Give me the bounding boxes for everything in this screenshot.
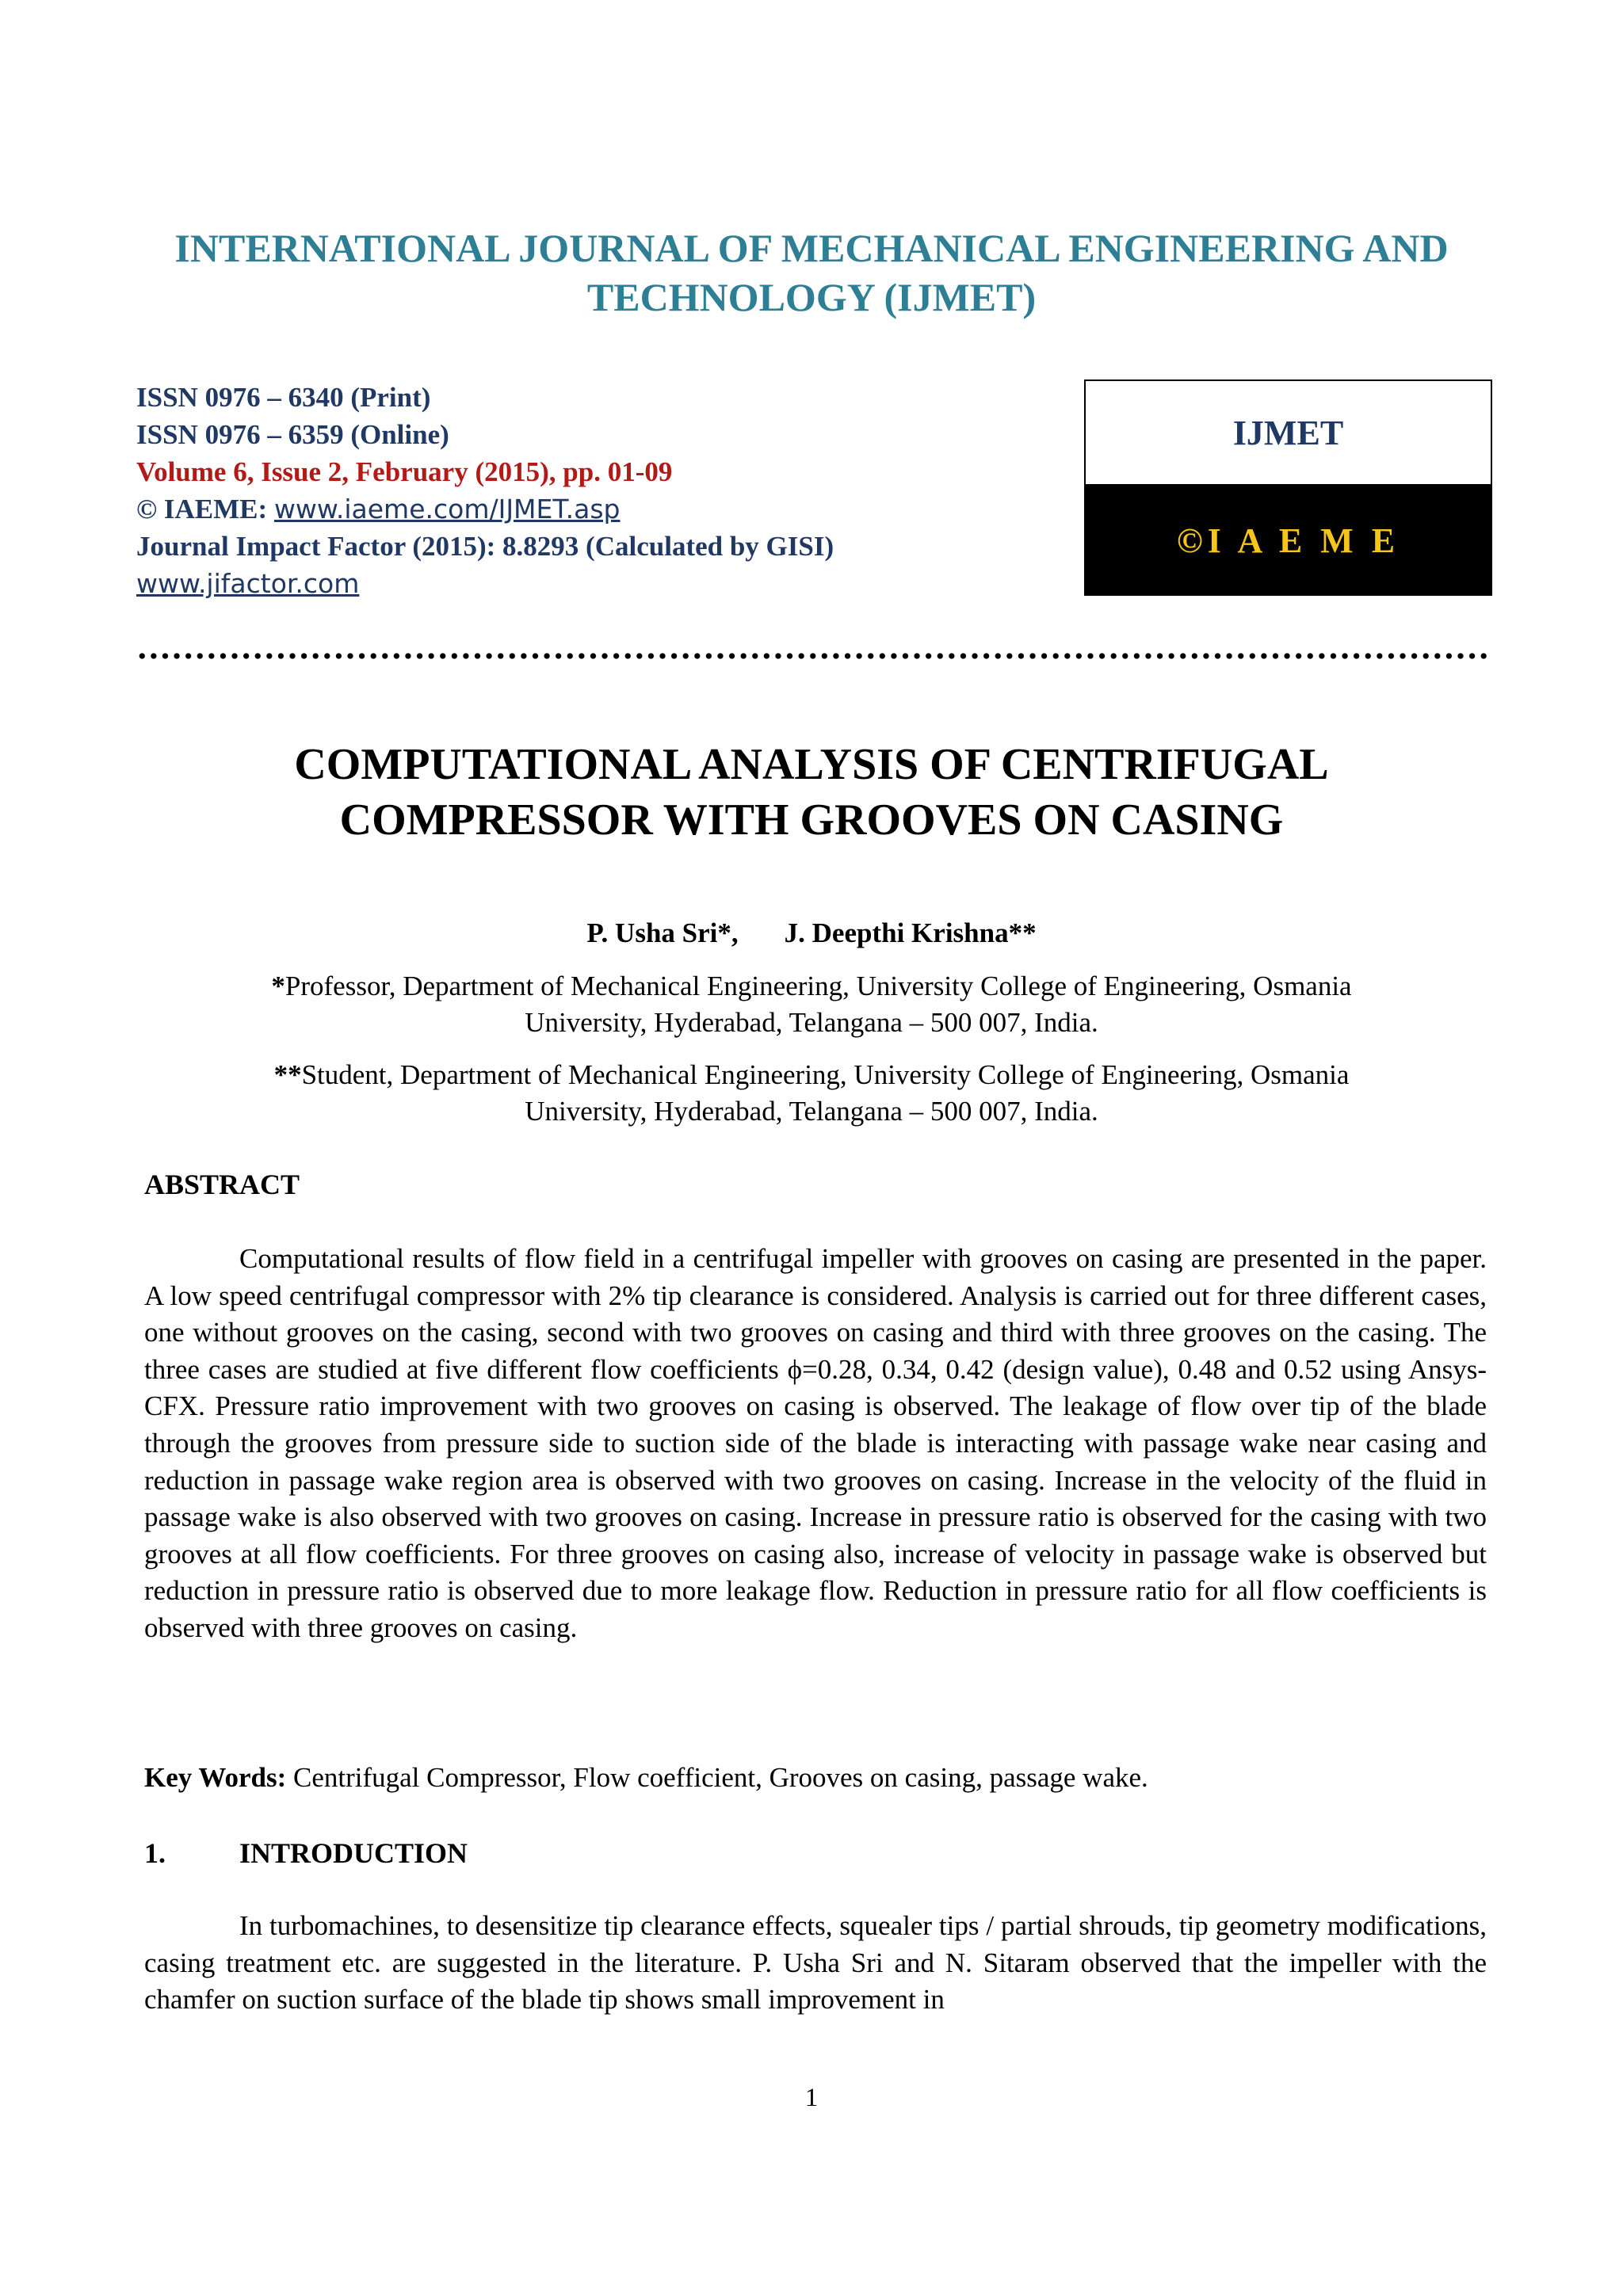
abstract-heading: ABSTRACT: [144, 1169, 300, 1200]
badge-publisher: ©I A E M E: [1086, 486, 1491, 596]
journal-title-line2: TECHNOLOGY (IJMET): [586, 275, 1037, 319]
section-heading: INTRODUCTION: [239, 1837, 468, 1869]
publisher-line: [136, 490, 1087, 528]
impact-factor: Journal Impact Factor (2015): 8.8293 (Calculated by GISI): [136, 531, 834, 562]
introduction-body: [144, 1908, 1487, 2019]
affiliation-2-text: Student, Department of Mechanical Engineering, University College of Engineering, Osmania: [301, 1059, 1350, 1090]
paper-title-line2: COMPRESSOR WITH GROOVES ON CASING: [339, 795, 1284, 845]
author-2: J. Deepthi Krishna**: [784, 917, 1037, 948]
introduction-text: In turbomachines, to desensitize tip clearance effects, squealer tips / partial shrouds, tip geometry modifications, casing treatment etc. are suggested in the literature. P. Usha Sri and N. Sitaram observed that the impeller with the chamfer on suction surface of the blade tip shows small improvement in: [144, 1910, 1487, 2016]
affiliation-1-line1: [119, 968, 1504, 1005]
journal-title: [119, 223, 1504, 322]
affiliation-1-text: Professor, Department of Mechanical Engineering, University College of Engineering, Osmania: [285, 971, 1352, 1001]
keywords-text: Centrifugal Compressor, Flow coefficient, Grooves on casing, passage wake.: [286, 1762, 1148, 1793]
paper-title: [119, 737, 1504, 848]
jifactor-link[interactable]: www.jifactor.com: [136, 568, 360, 599]
keywords-label: Key Words:: [144, 1762, 287, 1793]
dotted-divider: [136, 651, 1491, 661]
author-list: [119, 917, 1504, 949]
affiliation-2-line2: University, Hyderabad, Telangana – 500 007, India.: [525, 1096, 1098, 1127]
issn-print: ISSN 0976 – 6340 (Print): [136, 382, 431, 413]
paper-title-line1: COMPUTATIONAL ANALYSIS OF CENTRIFUGAL: [294, 740, 1329, 789]
abstract-text: Computational results of flow field in a centrifugal impeller with grooves on casing are presented in the paper. A low speed centrifugal compressor with 2% tip clearance is considered. Analysis is carried out for three different cases, one without grooves on the casing, second with two grooves on casing and third with three grooves on the casing. The three cases are studied at five different flow coefficients ϕ=0.28, 0.34, 0.42 (design value), 0.48 and 0.52 using Ansys-CFX. Pressure ratio improvement with two grooves on casing is observed. The leakage of flow over tip of the blade through the grooves from pressure side to suction side of the blade is interacting with passage wake near casing and reduction in passage wake region area is observed with two grooves on casing. Increase in the velocity of the fluid in passage wake is also observed with two grooves on casing. Increase in pressure ratio is observed for the casing with two grooves at all flow coefficients. For three grooves on casing also, increase of velocity in passage wake is observed but reduction in pressure ratio is observed due to more leakage flow. Reduction in pressure ratio for all flow coefficients is observed with three grooves on casing.: [144, 1243, 1487, 1643]
affiliation-1: [119, 968, 1504, 1041]
publisher-prefix: © IAEME:: [136, 494, 274, 524]
affiliation-2-line1: [119, 1057, 1504, 1093]
badge-title: IJMET: [1086, 381, 1491, 486]
issn-online: ISSN 0976 – 6359 (Online): [136, 419, 449, 450]
affiliation-2: [119, 1057, 1504, 1130]
jifactor-line: [136, 565, 1087, 602]
affiliation-2-mark: **: [273, 1059, 302, 1090]
volume-info: Volume 6, Issue 2, February (2015), pp. 01-09: [136, 456, 673, 487]
journal-title-line1: INTERNATIONAL JOURNAL OF MECHANICAL ENGINEERING AND: [174, 226, 1449, 270]
affiliation-1-mark: *: [271, 971, 285, 1001]
author-1: P. Usha Sri*,: [586, 917, 739, 948]
journal-badge: [1084, 379, 1492, 596]
publication-meta: [136, 379, 1087, 602]
publisher-link[interactable]: www.iaeme.com/IJMET.asp: [273, 494, 621, 524]
page-number: 1: [804, 2084, 819, 2112]
section-number: 1.: [144, 1837, 166, 1869]
abstract-body: [144, 1241, 1487, 1647]
keywords: [144, 1762, 1487, 1794]
affiliation-1-line2: University, Hyderabad, Telangana – 500 007, India.: [525, 1007, 1098, 1038]
